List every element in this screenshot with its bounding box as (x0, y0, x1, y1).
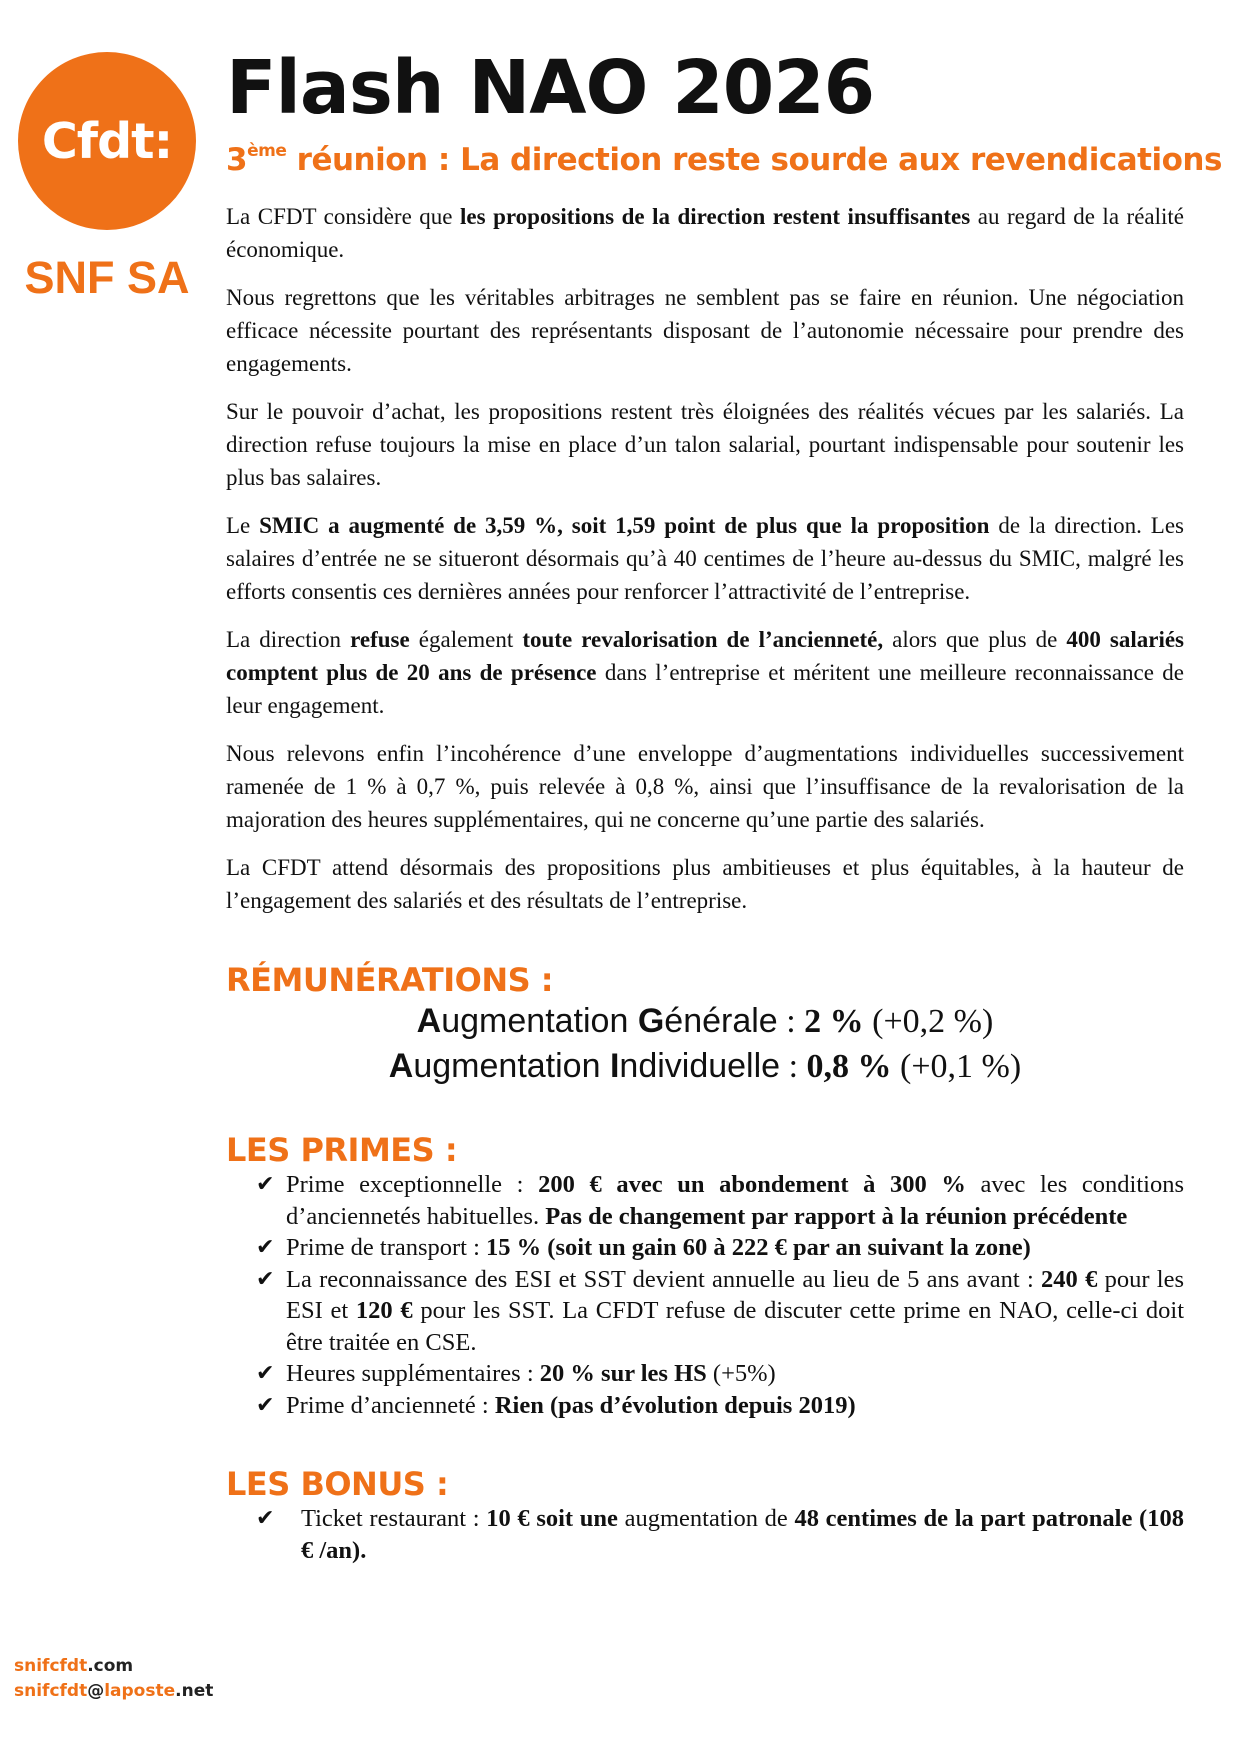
label-text: énérale (664, 1002, 778, 1040)
text-span: Prime exceptionnelle : (286, 1171, 539, 1198)
remunerations-heading: RÉMUNÉRATIONS : (226, 961, 554, 999)
text-span: La direction (226, 627, 351, 652)
text-span: pour les SST. La CFDT refuse de discuter cette prime en NAO, celle-ci doit être traitée en CSE. (286, 1297, 1184, 1356)
text-span: dans l’entreprise et méritent une meilleure reconnaissance de leur engagement. (226, 660, 1184, 718)
email-domain: laposte (104, 1681, 176, 1701)
email-user: snifcfdt (14, 1681, 88, 1701)
bold-span: 400 salariés comptent plus de 20 ans de présence (226, 627, 1184, 685)
bold-span: 20 % sur les HS (539, 1360, 707, 1387)
bold-span: 48 centimes de la part patronale (108 € /an). (301, 1505, 1184, 1564)
label-text: ugmentation (441, 1002, 638, 1040)
text-span: augmentation de (617, 1505, 795, 1532)
cfdt-logo (18, 52, 196, 230)
text-span: alors que plus de (883, 627, 1067, 652)
initial-letter: I (609, 1047, 620, 1085)
check-icon: ✔ (256, 1506, 275, 1531)
bold-span: les propositions de la direction restent insuffisantes (460, 204, 971, 229)
bold-span: 10 € soit une (486, 1505, 618, 1532)
list-item (256, 1503, 1184, 1566)
intro-paragraph-2: Nous regrettons que les véritables arbitrages ne semblent pas se faire en réunion. Une négociation efficace nécessite pourtant des représentants disposant de l’autonomie nécessaire pour prendre des engagements. (226, 285, 1184, 376)
logo-text: Cfdt: (41, 112, 173, 170)
text-span: pour les ESI et (286, 1265, 1185, 1324)
intro-paragraph-7: La CFDT attend désormais des propositions plus ambitieuses et plus équitables, à la hauteur de l’engagement des salariés et des résultats de l’entreprise. (226, 855, 1184, 913)
text-span: (+5%) (706, 1360, 776, 1387)
check-icon: ✔ (256, 1266, 275, 1292)
text-span: de la direction. Les salaires d’entrée ne se situeront désormais qu’à 40 centimes de l’heure au-dessus du SMIC, malgré les efforts consentis ces dernières années pour renforcer l’attractivité de l’entreprise. (226, 513, 1184, 604)
text-span: Heures supplémentaires : (286, 1360, 540, 1387)
org-name: SNF SA (24, 252, 190, 303)
initial-letter: G (637, 1002, 665, 1040)
bold-span: toute revalorisation de l’ancienneté, (522, 627, 884, 652)
subtitle-text: réunion : La direction reste sourde aux revendications (286, 142, 1222, 178)
bold-span: SMIC a augmenté de 3,59 %, soit 1,59 point de plus que la proposition (259, 513, 990, 538)
general-increase-line (226, 999, 1184, 1044)
text-span: Prime d’ancienneté : (286, 1391, 495, 1419)
bold-span: refuse (350, 627, 410, 652)
text-span: également (409, 627, 523, 652)
general-increase-delta: (+0,2 %) (863, 1003, 994, 1040)
primes-heading: LES PRIMES : (226, 1131, 458, 1169)
separator: : (780, 1048, 807, 1085)
list-item (256, 1169, 1184, 1232)
bonus-list (226, 1503, 1184, 1566)
general-increase-label (417, 1002, 778, 1040)
email-link[interactable] (14, 1681, 214, 1701)
intro-paragraph-6: Nous relevons enfin l’incohérence d’une enveloppe d’augmentations individuelles successivement ramenée de 1 % à 0,7 %, puis relevée à 0,8 %, ainsi que l’insuffisance de la revalorisation de la majoration des heures supplémentaires, qui ne concerne qu’une partie des salariés. (226, 741, 1184, 832)
general-increase-value: 2 % (804, 1003, 864, 1040)
bold-span: 200 € avec un abondement à 300 % (538, 1171, 966, 1198)
intro-paragraph-4 (226, 509, 1184, 608)
email-tld: .net (175, 1681, 214, 1701)
primes-list (226, 1169, 1184, 1421)
intro-paragraph-3: Sur le pouvoir d’achat, les propositions restent très éloignées des réalités vécues par les salariés. La direction refuse toujours la mise en place d’un talon salarial, pourtant indispensable pour soutenir les plus bas salaires. (226, 399, 1184, 490)
text-span: avec les conditions d’anciennetés habituelles. (286, 1171, 1184, 1230)
initial-letter: A (416, 1002, 442, 1040)
text-span: Ticket restaurant : (301, 1505, 487, 1532)
individual-increase-value: 0,8 % (806, 1048, 892, 1085)
individual-increase-delta: (+0,1 %) (891, 1048, 1022, 1085)
text-span: Le (226, 513, 260, 538)
sidebar (0, 0, 215, 1753)
main-content (226, 45, 1222, 1566)
bold-span: 120 € (355, 1297, 413, 1324)
bold-span: Pas de changement par rapport à la réunion précédente (545, 1202, 1128, 1230)
list-item (256, 1264, 1184, 1359)
check-icon: ✔ (256, 1361, 275, 1386)
text-span: La reconnaissance des ESI et SST devient annuelle au lieu de 5 ans avant : (286, 1265, 1042, 1293)
bonus-heading: LES BONUS : (226, 1465, 449, 1503)
subtitle-superscript: ème (247, 140, 287, 161)
text-span: Prime de transport : (286, 1234, 487, 1261)
label-text: ugmentation (413, 1047, 610, 1085)
subtitle-ordinal: 3 (226, 142, 248, 178)
website-tld: .com (87, 1656, 134, 1676)
email-at: @ (87, 1681, 105, 1701)
list-item (256, 1358, 1184, 1390)
bold-span: 15 % (soit un gain 60 à 222 € par an suivant la zone) (486, 1234, 1031, 1261)
bold-span: 240 € (1041, 1265, 1098, 1293)
check-icon: ✔ (256, 1392, 275, 1418)
individual-increase-line (226, 1044, 1184, 1089)
initial-letter: A (388, 1047, 414, 1085)
text-span: La CFDT considère que (226, 204, 461, 229)
check-icon: ✔ (256, 1172, 275, 1197)
intro-paragraph-5 (226, 623, 1184, 722)
check-icon: ✔ (256, 1235, 275, 1260)
page-title: Flash NAO 2026 (226, 45, 875, 131)
page-subtitle (226, 140, 1222, 178)
intro-text (226, 200, 1184, 917)
website-link[interactable] (14, 1656, 214, 1676)
label-text: ndividuelle (619, 1047, 781, 1085)
website-name: snifcfdt (14, 1656, 88, 1676)
text-span: au regard de la réalité économique. (226, 204, 1184, 262)
list-item (256, 1232, 1184, 1264)
individual-increase-label (389, 1047, 780, 1085)
list-item (256, 1390, 1184, 1422)
bold-span: Rien (pas d’évolution depuis 2019) (494, 1391, 856, 1419)
separator: : (777, 1003, 805, 1040)
intro-paragraph-1 (226, 200, 1184, 266)
